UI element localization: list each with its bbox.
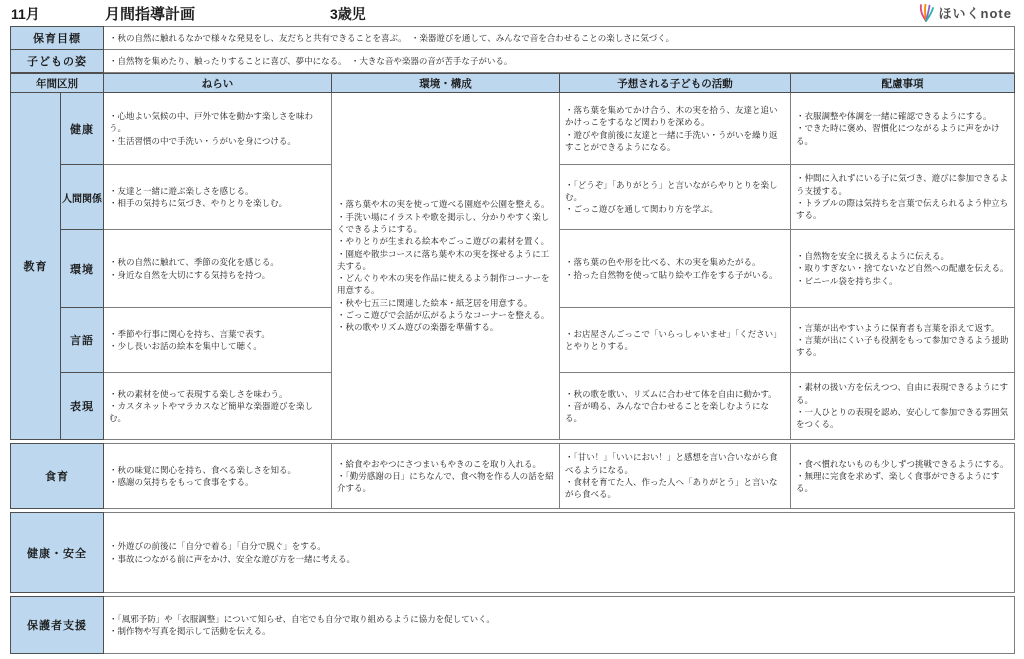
food-education-table xyxy=(10,443,1015,509)
expression-activities-cell: ・秋の歌を歌い、リズムに合わせて体を自由に動かす。 ・音が鳴る、みんなで合わせることを楽しむようになる。 xyxy=(560,373,791,440)
children-state-content: ・自然物を集めたり、触ったりすることに喜び、夢中になる。 ・大きな音や楽器の音が苦手な子がいる。 xyxy=(104,50,1015,73)
row-label-parent-support: 保護者支援 xyxy=(11,597,104,654)
titlebar xyxy=(0,0,1024,26)
health-activities-cell: ・落ち葉を集めてかけ合う、木の実を拾う、友達と追いかけっこをするなど関わりを深める。 ・遊びや食前後に友達と一緒に手洗い・うがいを繰り返すことができるようになる。 xyxy=(560,93,791,165)
col-header-category: 年間区別 xyxy=(11,74,104,93)
language-aim-cell: ・季節や行事に関心を持ち、言葉で表す。 ・少し長いお話の絵本を集中して聴く。 xyxy=(104,308,332,373)
environment-activities-cell: ・落ち葉の色や形を比べる、木の実を集めたがる。 ・拾った自然物を使って貼り絵や工作をする子がいる。 xyxy=(560,230,791,308)
food-considerations-cell: ・食べ慣れないものも少しずつ挑戦できるようにする。 ・無理に完食を求めず、楽しく食事ができるようにする。 xyxy=(791,444,1015,509)
education-table xyxy=(10,73,1015,440)
row-label-health: 健康 xyxy=(61,93,104,165)
environment-considerations-cell: ・自然物を安全に扱えるように伝える。 ・取りすぎない・捨てないなど自然への配慮を伝える。 ・ビニール袋を持ち歩く。 xyxy=(791,230,1015,308)
language-considerations-cell: ・言葉が出やすいように保育者も言葉を添えて返す。 ・言葉が出にくい子も役割をもって参加できるよう援助する。 xyxy=(791,308,1015,373)
relationships-activities-cell: ・「どうぞ」「ありがとう」と言いながらやりとりを楽しむ。 ・ごっこ遊びを通して関わり方を学ぶ。 xyxy=(560,165,791,230)
col-header-activities: 予想される子どもの活動 xyxy=(560,74,791,93)
leaf-icon xyxy=(918,4,935,22)
relationships-considerations-cell: ・仲間に入れずにいる子に気づき、遊びに参加できるよう支援する。 ・トラブルの際は気持ちを言葉で伝えられるよう仲立ちする。 xyxy=(791,165,1015,230)
health-considerations-cell: ・衣服調整や体調を一緒に確認できるようにする。 ・できた時に褒め、習慣化につながるように声をかける。 xyxy=(791,93,1015,165)
row-label-food-education: 食育 xyxy=(11,444,104,509)
expression-considerations-cell: ・素材の扱い方を伝えつつ、自由に表現できるようにする。 ・一人ひとりの表現を認め、安心して参加できる雰囲気をつくる。 xyxy=(791,373,1015,440)
month-label: 11月 xyxy=(11,6,40,22)
food-activities-cell: ・「甘い！」「いいにおい！」と感想を言い合いながら食べるようになる。 ・食材を育てた人、作った人へ「ありがとう」と言いながら食べる。 xyxy=(560,444,791,509)
row-label-relationships: 人間関係 xyxy=(61,165,104,230)
language-activities-cell: ・お店屋さんごっこで「いらっしゃいませ」「ください」とやりとりする。 xyxy=(560,308,791,373)
health-safety-table xyxy=(10,512,1015,593)
col-header-considerations: 配慮事項 xyxy=(791,74,1015,93)
childcare-goal-content: ・秋の自然に触れるなかで様々な発見をし、友だちと共有できることを喜ぶ。 ・楽器遊びを通して、みんなで音を合わせることの楽しさに気づく。 xyxy=(104,27,1015,50)
logo-text: ほいくnote xyxy=(938,6,1012,21)
row-label-environment: 環境 xyxy=(61,230,104,308)
col-header-aim: ねらい xyxy=(104,74,332,93)
health-safety-content: ・外遊びの前後に「自分で着る」「自分で脱ぐ」をする。 ・事故につながる前に声をかけ、安全な遊び方を一緒に考える。 xyxy=(104,513,1015,593)
parent-support-table xyxy=(10,596,1015,654)
environment-aim-cell: ・秋の自然に触れて、季節の変化を感じる。 ・身近な自然を大切にする気持ちを持つ。 xyxy=(104,230,332,308)
health-aim-cell: ・心地よい気候の中、戸外で体を動かす楽しさを味わう。 ・生活習慣の中で手洗い・うがいを身につける。 xyxy=(104,93,332,165)
goals-table xyxy=(10,26,1015,73)
expression-aim-cell: ・秋の素材を使って表現する楽しさを味わう。 ・カスタネットやマラカスなど簡単な楽器遊びを楽しむ。 xyxy=(104,373,332,440)
food-aim-cell: ・秋の味覚に関心を持ち、食べる楽しさを知る。 ・感謝の気持ちをもって食事をする。 xyxy=(104,444,332,509)
food-environment-cell: ・給食やおやつにさつまいもやきのこを取り入れる。 ・「勤労感謝の日」にちなんで、食べ物を作る人の話を紹介する。 xyxy=(332,444,560,509)
environment-shared-cell: ・落ち葉や木の実を使って遊べる園庭や公園を整える。 ・手洗い場にイラストや歌を掲示し、分かりやすく楽しくできるようにする。 ・やりとりが生まれる絵本やごっこ遊びの素材を置く。 ・園庭や散歩コースに落ち葉や木の実を探せるように工夫する。 ・どんぐりや木の実を作品に使えるよう制作コーナーを用意する。 ・秋や七五三に関連した絵本・紙芝居を用意する。 ・ごっこ遊びで会話が広がるようなコーナーを整える。 ・秋の歌やリズム遊びの楽器を準備する。 xyxy=(332,93,560,440)
row-label-health-safety: 健康・安全 xyxy=(11,513,104,593)
row-label-children-state: 子どもの姿 xyxy=(11,50,104,73)
parent-support-content: ・「風邪予防」や「衣服調整」について知らせ、自宅でも自分で取り組めるように協力を促していく。 ・制作物や写真を掲示して活動を伝える。 xyxy=(104,597,1015,654)
col-header-environment: 環境・構成 xyxy=(332,74,560,93)
row-label-childcare-goal: 保育目標 xyxy=(11,27,104,50)
page-title: 月間指導計画 xyxy=(105,6,196,23)
row-label-expression: 表現 xyxy=(61,373,104,440)
hoiku-note-logo xyxy=(918,3,1012,22)
row-label-language: 言語 xyxy=(61,308,104,373)
row-label-education: 教育 xyxy=(11,93,61,440)
relationships-aim-cell: ・友達と一緒に遊ぶ楽しさを感じる。 ・相手の気持ちに気づき、やりとりを楽しむ。 xyxy=(104,165,332,230)
age-label: 3歳児 xyxy=(330,6,366,22)
